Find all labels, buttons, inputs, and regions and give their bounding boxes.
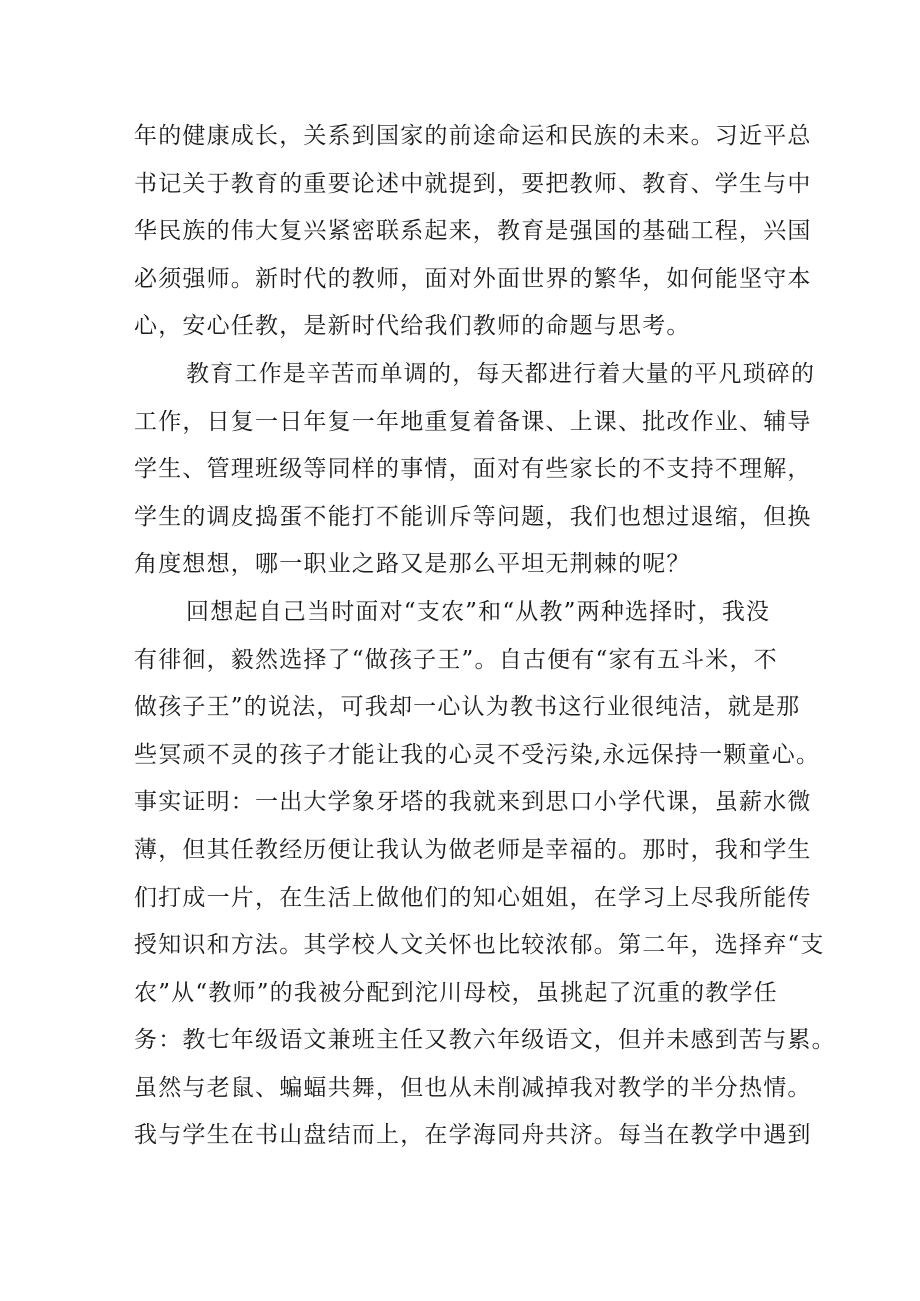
text-line: 角度想想，哪一职业之路又是那么平坦无荆棘的呢？ — [134, 551, 691, 578]
text-line: 有徘徊，毅然选择了“做孩子王”。自古便有“家有五斗米，不 — [134, 646, 778, 673]
text-line: 务：教七年级语文兼班主任又教六年级语文，但并未感到苦与累。 — [134, 1027, 836, 1054]
text-line: 薄，但其任教经历便让我认为做老师是幸福的。那时，我和学生 — [134, 836, 812, 863]
text-line: 心，安心任教，是新时代给我们教师的命题与思考。 — [134, 313, 691, 340]
text-line: 事实证明：一出大学象牙塔的我就来到思口小学代课，虽薪水微 — [134, 789, 812, 816]
text-line: 授知识和方法。其学校人文关怀也比较浓郁。第二年，选择弃“支 — [134, 932, 825, 959]
text-line: 们打成一片，在生活上做他们的知心姐姐，在学习上尽我所能传 — [134, 884, 812, 911]
paragraph-start-line: 回想起自己当时面对“支农”和“从教”两种选择时，我没 — [186, 598, 771, 625]
text-line: 学生、管理班级等同样的事情，面对有些家长的不支持不理解， — [134, 456, 812, 483]
paragraph-start-line: 教育工作是辛苦而单调的，每天都进行着大量的平凡琐碎的 — [186, 360, 816, 387]
text-line: 必须强师。新时代的教师，面对外面世界的繁华，如何能坚守本 — [134, 265, 812, 292]
text-line: 我与学生在书山盘结而上，在学海同舟共济。每当在教学中遇到 — [134, 1122, 812, 1149]
text-line: 工作，日复一日年复一年地重复着备课、上课、批改作业、辅导 — [134, 408, 812, 435]
text-line: 年的健康成长，关系到国家的前途命运和民族的未来。习近平总 — [134, 123, 812, 149]
text-line: 些冥顽不灵的孩子才能让我的心灵不受污染,永远保持一颗童心。 — [134, 741, 821, 768]
text-line: 农”从“教师”的我被分配到沱川母校，虽挑起了沉重的教学任 — [134, 979, 778, 1006]
body-text — [134, 113, 836, 1160]
text-line: 华民族的伟大复兴紧密联系起来，教育是强国的基础工程，兴国 — [134, 218, 812, 245]
text-line: 学生的调皮捣蛋不能打不能训斥等问题，我们也想过退缩，但换 — [134, 503, 812, 530]
text-line: 虽然与老鼠、蝙蝠共舞，但也从未削减掉我对教学的半分热情。 — [134, 1074, 812, 1101]
text-line: 做孩子王”的说法，可我却一心认为教书这行业很纯洁，就是那 — [134, 694, 801, 721]
text-line: 书记关于教育的重要论述中就提到，要把教师、教育、学生与中 — [134, 170, 812, 197]
